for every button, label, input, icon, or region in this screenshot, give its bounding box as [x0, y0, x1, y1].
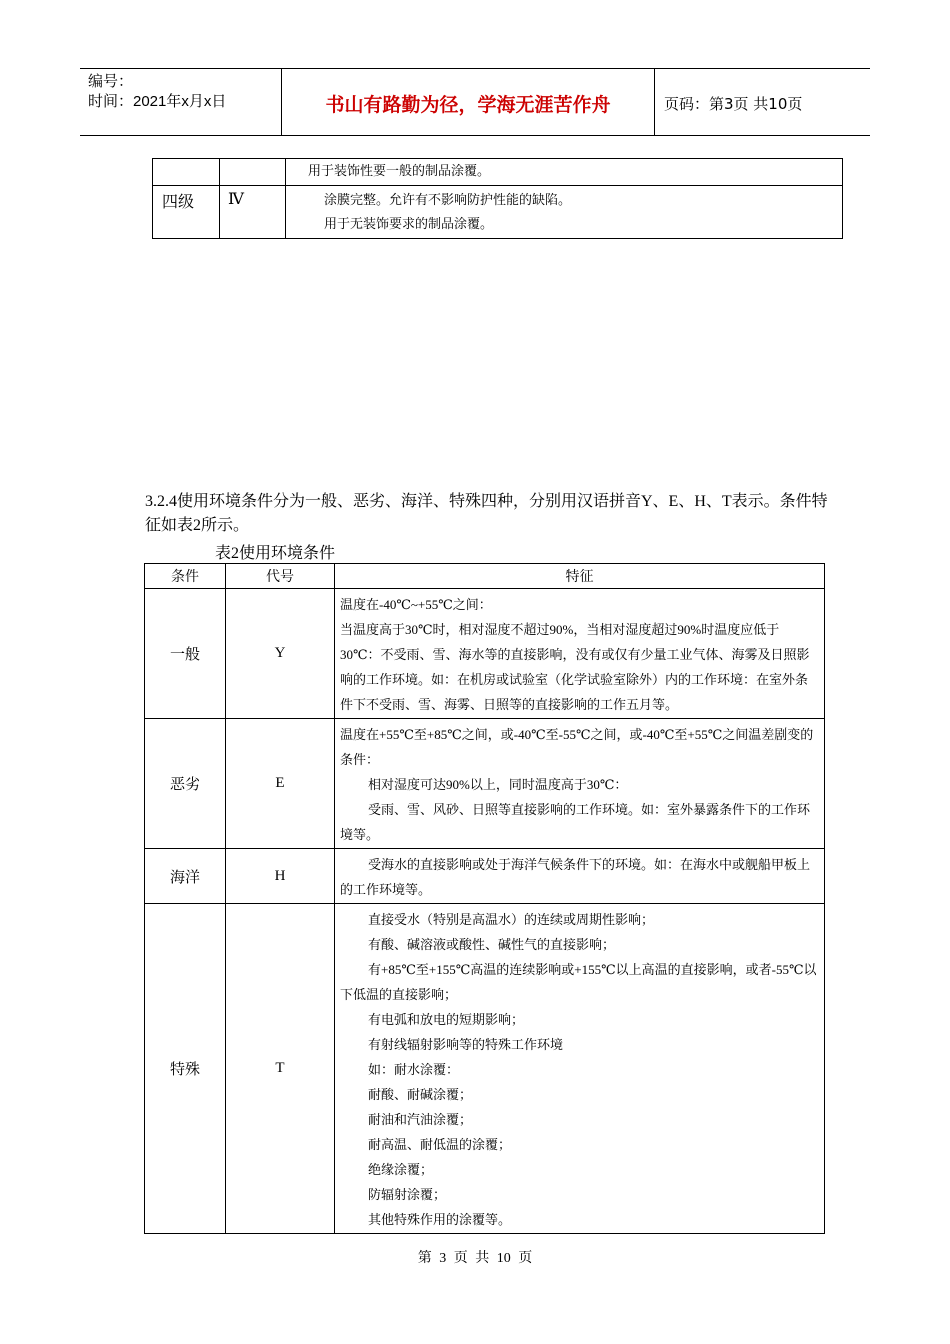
- feature-line: 有酸、碱溶液或酸性、碱性气的直接影响；: [368, 937, 616, 952]
- feature-line: 受雨、雪、风砂、日照等直接影响的工作环境。如：室外暴露条件下的工作环境等。: [340, 802, 811, 842]
- code-cell: Y: [226, 589, 335, 719]
- feature-line: 耐酸、耐碱涂覆；: [368, 1087, 473, 1102]
- condition-cell: 特殊: [145, 904, 226, 1234]
- grade-level-cell: 四级: [153, 186, 220, 239]
- header-info: [88, 72, 226, 112]
- feature-line: 防辐射涂覆；: [368, 1187, 447, 1202]
- header-code: 代号: [226, 564, 335, 589]
- feature-line: 温度在-40℃~+55℃之间：: [340, 597, 492, 612]
- section-3-2-4-paragraph: 3.2.4使用环境条件分为一般、恶劣、海洋、特殊四种，分别用汉语拼音Y、E、H、T表示。条件特征如表2所示。: [145, 493, 828, 534]
- table-header-row: [145, 564, 825, 589]
- feature-line: 有电弧和放电的短期影响；: [368, 1012, 525, 1027]
- feature-line: 其他特殊作用的涂覆等。: [368, 1212, 512, 1227]
- feature-line: 受海水的直接影响或处于海洋气候条件下的环境。如：在海水中或舰船甲板上的工作环境等。: [340, 857, 811, 897]
- feature-line: 耐油和汽油涂覆；: [368, 1112, 473, 1127]
- feature-cell: [335, 849, 825, 904]
- feature-line: 耐高温、耐低温的涂覆；: [368, 1137, 512, 1152]
- feature-line: 有射线辐射影响等的特殊工作环境: [368, 1037, 564, 1052]
- grade-desc-line: 涂膜完整。允许有不影响防护性能的缺陷。: [324, 192, 572, 207]
- code-cell: H: [226, 849, 335, 904]
- condition-cell: 一般: [145, 589, 226, 719]
- grade-desc-line: 用于装饰性要一般的制品涂覆。: [308, 163, 491, 178]
- grade-code-cell: Ⅳ: [220, 186, 286, 239]
- table-row: [145, 849, 825, 904]
- header-top-rule: [80, 68, 870, 69]
- condition-cell: 海洋: [145, 849, 226, 904]
- condition-cell: 恶劣: [145, 719, 226, 849]
- table2-caption: 表2使用环境条件: [215, 545, 336, 562]
- feature-line: 如：耐水涂覆：: [368, 1062, 460, 1077]
- header-feature: 特征: [335, 564, 825, 589]
- grade-code-cell: [220, 159, 286, 186]
- feature-cell: [335, 904, 825, 1234]
- header-motto: 书山有路勤为径，学海无涯苦作舟: [325, 94, 611, 116]
- code-cell: T: [226, 904, 335, 1234]
- table-row: [153, 159, 843, 186]
- header-divider-right: [654, 68, 655, 135]
- table-row: [145, 719, 825, 849]
- grade-desc-line: 用于无装饰要求的制品涂覆。: [324, 216, 494, 231]
- header-page-number: 页码：第3页 共10页: [664, 95, 803, 113]
- feature-line: 当温度高于30℃时，相对湿度不超过90%，当相对湿度超过90%时温度应低于30℃：不受雨、雪、海水等的直接影响，没有或仅有少量工业气体、海雾及日照影响的工作环境。如：在机房或试验室（化学试验室除外）内的工作环境：在室外条件下不受雨、雪、海雾、日照等的直接影响的工作五月等。: [340, 622, 810, 712]
- environment-conditions-table: [144, 563, 825, 1234]
- grade-desc-cell: [286, 159, 843, 186]
- header-number: 编号：: [88, 73, 134, 90]
- coating-grade-table: [152, 158, 843, 239]
- table-row: [145, 904, 825, 1234]
- code-cell: E: [226, 719, 335, 849]
- header-condition: 条件: [145, 564, 226, 589]
- header-time: 时间：2021年x月x日: [88, 93, 227, 110]
- grade-desc-cell: [286, 186, 843, 239]
- table-row: [145, 589, 825, 719]
- feature-cell: [335, 589, 825, 719]
- feature-line: 绝缘涂覆；: [368, 1162, 434, 1177]
- feature-line: 有+85℃至+155℃高温的连续影响或+155℃以上高温的直接影响，或者-55℃以下低温的直接影响；: [340, 962, 817, 1002]
- grade-level-cell: [153, 159, 220, 186]
- feature-cell: [335, 719, 825, 849]
- feature-line: 相对湿度可达90%以上，同时温度高于30℃：: [368, 777, 628, 792]
- header-bottom-rule: [80, 135, 870, 136]
- feature-line: 温度在+55℃至+85℃之间，或-40℃至-55℃之间，或-40℃至+55℃之间温差剧变的条件：: [340, 727, 814, 767]
- table-row: [153, 186, 843, 239]
- feature-line: 直接受水（特别是高温水）的连续或周期性影响；: [368, 912, 655, 927]
- page-footer: 第 3 页 共 10 页: [417, 1251, 533, 1266]
